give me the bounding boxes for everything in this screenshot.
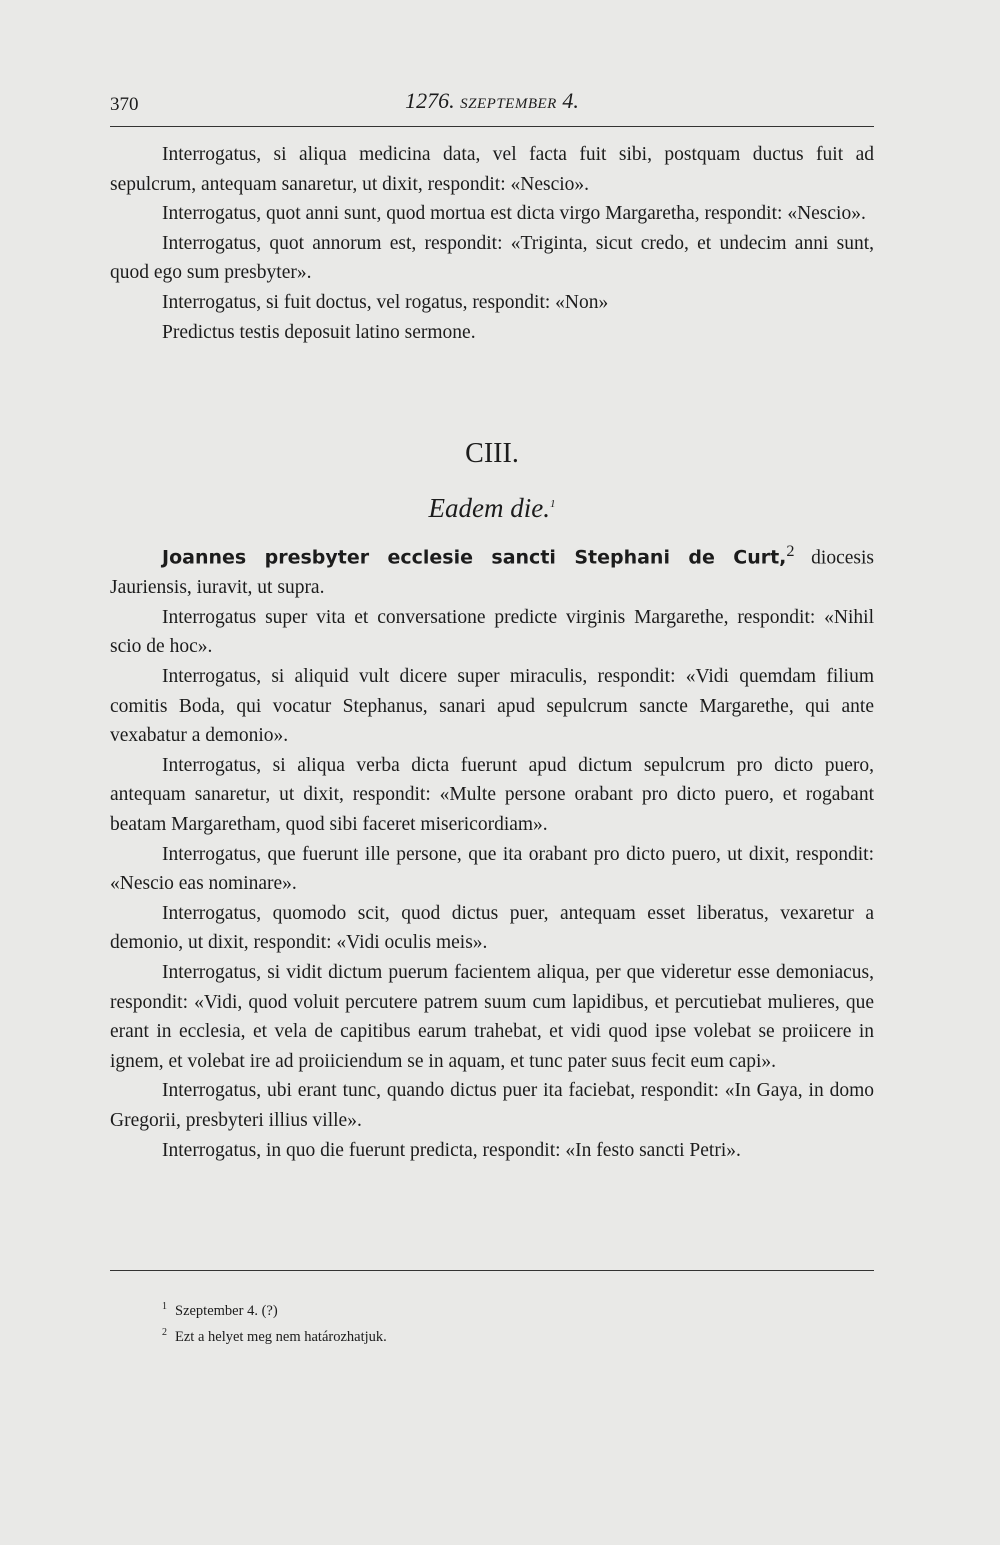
footnote-divider (110, 1270, 874, 1271)
running-title (110, 88, 874, 114)
paragraph: Interrogatus, si vidit dictum puerum facientem aliqua, per que videretur esse demoniacus, respondit: «Vidi, quod voluit percutere patrem suum cum lapidibus, et percutiebat mulieres, que erant in ecclesia, et vela de capitibus earum trahebat, et vidi quod ipse volebat se proiicere in ignem, et volebat ire ad proiiciendum se in aquam, et tunc pater suus fecit eum capi». (110, 961, 874, 1072)
paragraph: Interrogatus, ubi erant tunc, quando dictus puer ita faciebat, respondit: «In Gaya, in domo Gregorii, presbyteri illius ville». (110, 1080, 874, 1131)
header-month: SZEPTEMBER (460, 96, 557, 112)
section-date-text: Eadem die. (428, 493, 550, 524)
footnote (162, 1322, 862, 1348)
footnote-ref: 2 (786, 542, 795, 561)
section-number: CIII. (465, 438, 519, 470)
footnote-text: Ezt a helyet meg nem határozhatjuk. (175, 1328, 387, 1345)
footnote-mark: 2 (162, 1326, 167, 1338)
paragraph: Interrogatus, si aliquid vult dicere super miraculis, respondit: «Vidi quemdam filium comitis Boda, qui vocatur Stephanus, sanari apud sepulcrum sancte Margarethe, qui ante vexabatur a demonio». (110, 666, 874, 747)
header-year: 1276. (405, 88, 455, 113)
paragraph: Interrogatus, si aliqua medicina data, vel facta fuit sibi, postquam ductus fuit ad sepulcrum, antequam sanaretur, ut dixit, respondit: «Nescio». (110, 144, 874, 195)
witness-name: Joannes presbyter ecclesie sancti Stephani de Curt, (162, 546, 787, 569)
page-number: 370 (110, 94, 139, 115)
paragraph: Predictus testis deposuit latino sermone. (162, 321, 476, 343)
paragraph: Interrogatus, in quo die fuerunt predicta, respondit: «In festo sancti Petri». (162, 1139, 741, 1161)
paragraph: Interrogatus, quot anni sunt, quod mortua est dicta virgo Margaretha, respondit: «Nescio». (162, 203, 866, 225)
footnote-mark: 1 (162, 1301, 167, 1312)
paragraph: Interrogatus, si fuit doctus, vel rogatus, respondit: «Non» (162, 291, 609, 313)
body-text (110, 140, 874, 1165)
footnote-ref: 1 (549, 498, 556, 511)
footnotes (162, 1296, 862, 1348)
paragraph: Interrogatus, quot annorum est, respondit: «Triginta, sicut credo, et undecim anni sunt, quod ego sum presbyter». (110, 232, 874, 284)
footnote-text: Szeptember 4. (?) (175, 1302, 278, 1319)
paragraph: Interrogatus, quomodo scit, quod dictus puer, antequam esset liberatus, vexaretur a demonio, ut dixit, respondit: «Vidi oculis meis». (110, 902, 874, 954)
paragraph: Interrogatus, si aliqua verba dicta fuerunt apud dictum sepulcrum pro dicto puero, antequam sanaretur, ut dixit, respondit: «Multe persone orabant pro dicto puero, et rogabant beatam Margaretham, quod sibi faceret misericordiam». (110, 754, 874, 835)
witness-paragraph (110, 537, 874, 603)
witness-rest: diocesis Jauriensis, iuravit, ut supra. (110, 547, 874, 599)
footnote (162, 1296, 862, 1322)
header-day: 4. (562, 88, 579, 113)
running-head (110, 86, 874, 127)
paragraph: Interrogatus super vita et conversatione predicte virginis Margarethe, respondit: «Nihil scio de hoc». (110, 606, 874, 658)
section-date (110, 487, 874, 525)
paragraph: Interrogatus, que fuerunt ille persone, que ita orabant pro dicto puero, ut dixit, respondit: «Nescio eas nominare». (110, 843, 874, 895)
